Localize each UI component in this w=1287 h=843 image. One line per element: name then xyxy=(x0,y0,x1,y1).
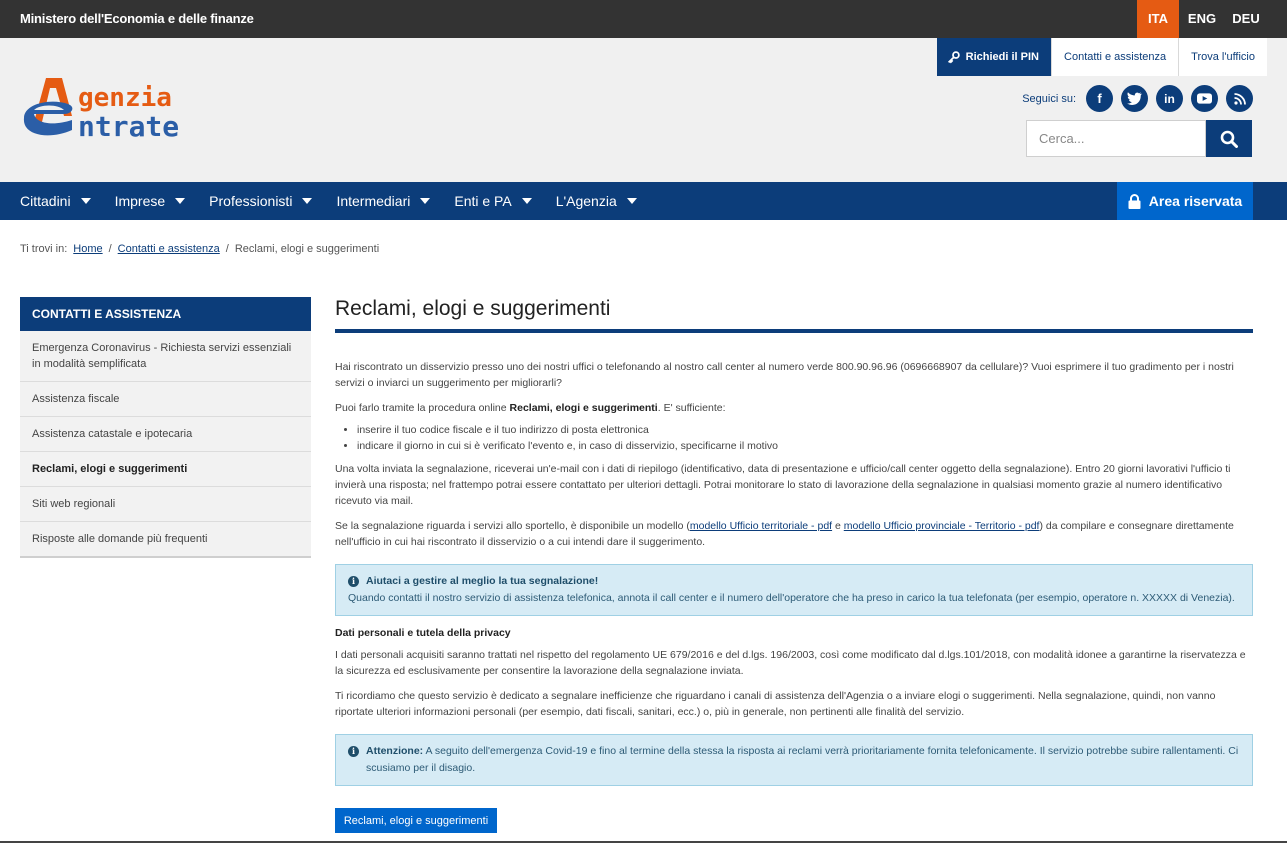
lock-icon xyxy=(1128,194,1141,209)
help-info-box xyxy=(335,564,1253,616)
reserved-area-button[interactable] xyxy=(1117,182,1253,220)
request-pin-button[interactable] xyxy=(937,38,1051,76)
nav-label: Imprese xyxy=(114,193,166,209)
privacy-heading: Dati personali e tutela della privacy xyxy=(335,627,511,639)
attention-info-box xyxy=(335,734,1253,786)
breadcrumb xyxy=(20,243,379,255)
attention-text: A seguito dell'emergenza Covid-19 e fino al termine della stessa la risposta ai reclami verrà prioritariamente fornita telefonicamente. Il servizio potrebbe subire rallentamenti. Ci scusiamo per il disagio. xyxy=(366,745,1239,774)
caret-down-icon xyxy=(522,198,532,204)
site-search xyxy=(1026,120,1252,157)
svg-text:ntrate: ntrate xyxy=(78,110,180,143)
breadcrumb-separator: / xyxy=(108,243,112,255)
nav-item-cittadini[interactable] xyxy=(20,182,91,220)
nav-item-enti-pa[interactable] xyxy=(454,182,531,220)
privacy-paragraph: I dati personali acquisiti saranno trattati nel rispetto del regolamento UE 679/2016 e del d.lgs. 196/2003, così come modificato dal d.lgs.101/2018, con modalità idonee a garantirne la riservatezza e la sicurezza ed esclusivamente per consentire la lavorazione della segnalazione inviata. xyxy=(335,649,1246,677)
breadcrumb-current: Reclami, elogi e suggerimenti xyxy=(234,243,380,255)
sidebar-title: CONTATTI E ASSISTENZA xyxy=(20,297,311,331)
intro-paragraph: Hai riscontrato un disservizio presso uno dei nostri uffici o telefonando al nostro call center al numero verde 800.90.96.96 (0696668907 da cellulare)? Vuoi esprimere il tuo gradimento per i nostri servizi o inviarci un suggerimento per migliorarli? xyxy=(335,361,1234,389)
procedure-paragraph xyxy=(335,400,1253,416)
list-item: • inserire il tuo codice fiscale e il tuo indirizzo di posta elettronica xyxy=(357,422,1253,438)
request-pin-label: Richiedi il PIN xyxy=(965,51,1040,63)
contacts-link[interactable]: Contatti e assistenza xyxy=(1051,38,1178,76)
breadcrumb-contatti[interactable]: Contatti e assistenza xyxy=(117,243,220,255)
nav-item-professionisti[interactable] xyxy=(209,182,312,220)
ministry-bar xyxy=(0,0,1287,38)
sidebar-item-reclami[interactable]: Reclami, elogi e suggerimenti xyxy=(20,452,311,487)
reclami-procedure-button[interactable]: Reclami, elogi e suggerimenti xyxy=(335,808,497,833)
form-ufficio-territoriale-link[interactable]: modello Ufficio territoriale - pdf xyxy=(689,520,833,532)
main-nav xyxy=(0,182,1287,220)
procedure-text-end: . E' sufficiente: xyxy=(657,402,726,414)
search-input[interactable] xyxy=(1026,120,1206,157)
sidebar-item-assistenza-fiscale[interactable]: Assistenza fiscale xyxy=(20,382,311,417)
social-links xyxy=(1022,85,1253,112)
forms-text-end: ) da compilare e consegnare direttamente nell'ufficio in cui hai riscontrato il disservizio o a cui intendi dare il suggerimento. xyxy=(335,520,1234,548)
caret-down-icon xyxy=(302,198,312,204)
utility-links xyxy=(937,38,1267,76)
twitter-icon[interactable] xyxy=(1121,85,1148,112)
requirements-list xyxy=(357,422,1253,454)
nav-item-intermediari[interactable] xyxy=(336,182,430,220)
youtube-icon[interactable] xyxy=(1191,85,1218,112)
search-button[interactable] xyxy=(1206,120,1252,157)
caret-down-icon xyxy=(420,198,430,204)
sidebar-item-siti-regionali[interactable]: Siti web regionali xyxy=(20,487,311,522)
caret-down-icon xyxy=(627,198,637,204)
list-item: • indicare il giorno in cui si è verificato l'evento e, in caso di disservizio, specificarne il motivo xyxy=(357,438,1253,454)
caret-down-icon xyxy=(81,198,91,204)
breadcrumb-separator: / xyxy=(225,243,229,255)
breadcrumb-home[interactable]: Home xyxy=(73,243,103,255)
svg-text:genzia: genzia xyxy=(78,83,172,113)
lang-ita[interactable]: ITA xyxy=(1137,0,1179,38)
search-icon xyxy=(1220,130,1238,148)
sidebar-item-coronavirus[interactable]: Emergenza Coronavirus - Richiesta servizi essenziali in modalità semplificata xyxy=(20,331,311,382)
nav-label: Intermediari xyxy=(336,193,411,209)
nav-label: Cittadini xyxy=(20,193,71,209)
key-icon xyxy=(947,51,960,64)
page-title: Reclami, elogi e suggerimenti xyxy=(335,297,1253,333)
nav-label: Enti e PA xyxy=(454,193,512,209)
nav-item-agenzia[interactable] xyxy=(556,182,637,220)
nav-label: Professionisti xyxy=(209,193,293,209)
response-paragraph: Una volta inviata la segnalazione, riceverai un'e-mail con i dati di riepilogo (identificativo, data di presentazione e ufficio/call center oggetto della segnalazione). Entro 20 giorni lavorativi l'ufficio ti invierà una risposta; nel frattempo potrai essere contattato per ulteriori dettagli. Potrai monitorare lo stato di lavorazione della segnalazione in qualsiasi momento grazie al numero identificativo ricevuto via mail. xyxy=(335,463,1231,507)
agenzia-entrate-logo[interactable] xyxy=(20,74,230,144)
follow-label: Seguici su: xyxy=(1022,92,1076,105)
ministry-link[interactable]: Ministero dell'Economia e delle finanze xyxy=(20,11,254,26)
form-ufficio-provinciale-link[interactable]: modello Ufficio provinciale - Territorio - pdf xyxy=(843,520,1040,532)
reserved-area-label: Area riservata xyxy=(1148,193,1243,209)
info-icon: i xyxy=(348,576,359,587)
sidebar xyxy=(20,297,311,558)
procedure-text: Puoi farlo tramite la procedura online xyxy=(335,402,510,414)
language-switcher xyxy=(1135,0,1267,38)
help-info-text: Quando contatti il nostro servizio di assistenza telefonica, annota il call center e il numero dell'operatore che ha preso in carico la tua telefonata (per esempio, operatore n. XXXXX di Venezia). xyxy=(348,592,1235,604)
site-header xyxy=(0,38,1287,182)
scope-paragraph: Ti ricordiamo che questo servizio è dedicato a segnalare inefficienze che riguardano i canali di assistenza dell'Agenzia o a inviare elogi o suggerimenti. Nella segnalazione, quindi, non vanno riportate ulteriori informazioni personali (per esempio, dati fiscali, sanitari, ecc.) o, più in generale, non pertinenti alle finalità del servizio. xyxy=(335,690,1216,718)
nav-label: L'Agenzia xyxy=(555,193,617,209)
caret-down-icon xyxy=(175,198,185,204)
sidebar-item-faq[interactable]: Risposte alle domande più frequenti xyxy=(20,522,311,558)
breadcrumb-prefix: Ti trovi in: xyxy=(20,243,68,255)
lang-eng[interactable]: ENG xyxy=(1187,11,1217,26)
info-icon: i xyxy=(348,746,359,757)
sidebar-item-assistenza-catastale[interactable]: Assistenza catastale e ipotecaria xyxy=(20,417,311,452)
find-office-link[interactable]: Trova l'ufficio xyxy=(1178,38,1267,76)
linkedin-icon[interactable]: in xyxy=(1156,85,1183,112)
rss-icon[interactable] xyxy=(1226,85,1253,112)
forms-text: Se la segnalazione riguarda i servizi allo sportello, è disponibile un modello ( xyxy=(335,520,690,532)
attention-label: Attenzione: xyxy=(366,745,424,757)
forms-text-and: e xyxy=(832,520,844,532)
main-content xyxy=(335,297,1253,786)
procedure-name: Reclami, elogi e suggerimenti xyxy=(509,402,658,414)
lang-deu[interactable]: DEU xyxy=(1232,11,1260,26)
help-info-title: Aiutaci a gestire al meglio la tua segnalazione! xyxy=(366,575,599,587)
forms-paragraph xyxy=(335,518,1253,550)
nav-item-imprese[interactable] xyxy=(115,182,186,220)
facebook-icon[interactable]: f xyxy=(1086,85,1113,112)
